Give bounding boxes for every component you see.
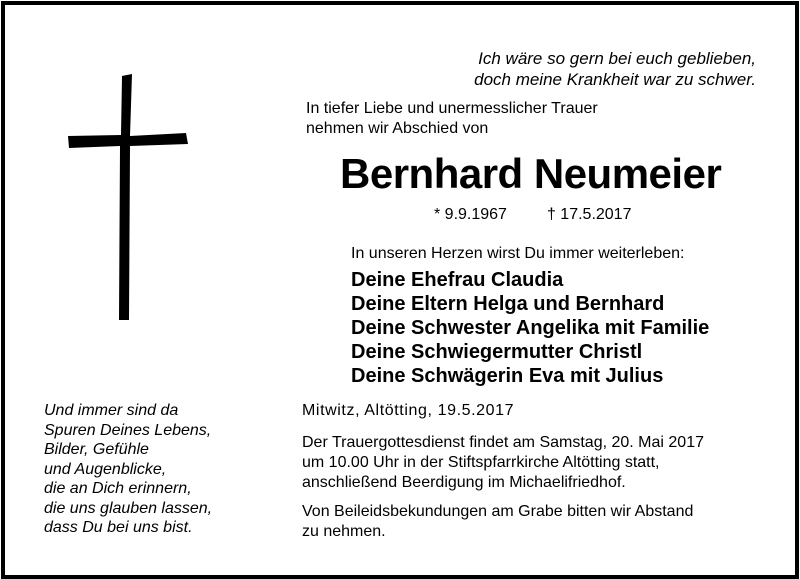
condolence-line: Von Beileidsbekundungen am Grabe bitten wir Abstand (302, 503, 694, 520)
service-line: anschließend Beerdigung im Michaelifriedhof. (302, 474, 626, 491)
poem-line: dass Du bei uns bist. (44, 519, 193, 536)
memorial-poem (44, 401, 212, 538)
motto-line: Ich wäre so gern bei euch geblieben, (478, 49, 756, 68)
birth-date: * 9.9.1967 (434, 206, 507, 223)
poem-line: Spuren Deines Lebens, (44, 421, 212, 439)
poem-line: die uns glauben lassen, (44, 499, 213, 517)
mourners-list (351, 268, 709, 388)
intro-text (306, 99, 598, 139)
service-line: um 10.00 Uhr in der Stiftspfarrkirche Altötting statt, (302, 454, 660, 471)
poem-line: Und immer sind da (44, 402, 179, 419)
poem-line: die an Dich erinnern, (44, 480, 192, 497)
mourner-entry: Deine Schwägerin Eva mit Julius (351, 365, 664, 387)
motto-line: doch meine Krankheit war zu schwer. (474, 70, 756, 89)
deceased-name: Bernhard Neumeier (340, 150, 722, 197)
life-dates (434, 205, 631, 225)
poem-line: und Augenblicke, (44, 460, 167, 478)
intro-line: In tiefer Liebe und unermesslicher Trauer (306, 100, 598, 117)
poem-line: Bilder, Gefühle (44, 441, 149, 458)
mourner-entry: Deine Ehefrau Claudia (351, 269, 564, 291)
remembrance-line: In unseren Herzen wirst Du immer weiterleben: (351, 245, 685, 262)
motto-quote (426, 48, 756, 90)
funeral-service-info (302, 433, 772, 493)
service-line: Der Trauergottesdienst findet am Samstag, 20. Mai 2017 (302, 434, 704, 451)
cross-icon (66, 72, 190, 324)
death-date: † 17.5.2017 (546, 206, 632, 223)
condolence-line: zu nehmen. (302, 523, 386, 540)
mourner-entry: Deine Eltern Helga und Bernhard (351, 293, 665, 315)
mourner-entry: Deine Schwiegermutter Christl (351, 341, 643, 363)
condolence-note (302, 502, 693, 542)
intro-line: nehmen wir Abschied von (306, 120, 489, 137)
place-date: Mitwitz, Altötting, 19.5.2017 (302, 402, 515, 419)
mourner-entry: Deine Schwester Angelika mit Familie (351, 317, 710, 339)
